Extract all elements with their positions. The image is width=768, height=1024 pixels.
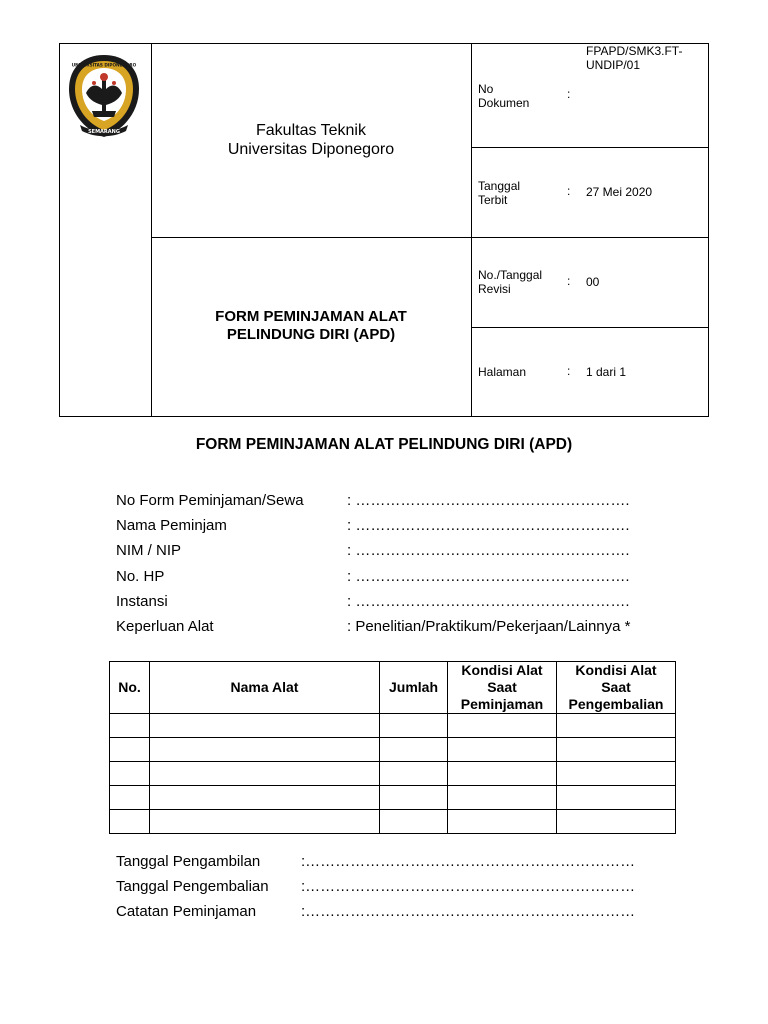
- header-divider: [471, 237, 708, 238]
- table-cell[interactable]: [110, 786, 150, 810]
- table-cell[interactable]: [557, 810, 676, 834]
- header-divider: [151, 44, 152, 416]
- form-title-line: PELINDUNG DIRI (APD): [226, 326, 396, 343]
- form-title-box: [152, 308, 470, 344]
- header-divider: [471, 327, 708, 328]
- faculty-name: [152, 121, 470, 159]
- tanggal-terbit-value: 27 Mei 2020: [586, 185, 653, 199]
- tanggal-terbit-label: Tanggal Terbit: [478, 179, 521, 207]
- table-cell[interactable]: [448, 738, 557, 762]
- field-value: :…………………………………………………………: [301, 903, 636, 920]
- university-line: Universitas Diponegoro: [227, 141, 395, 158]
- col-header-kondisi-pengembalian: Kondisi Alat Saat Pengembalian: [557, 662, 676, 714]
- table-cell[interactable]: [110, 738, 150, 762]
- form-heading: FORM PEMINJAMAN ALAT PELINDUNG DIRI (APD): [195, 436, 573, 453]
- table-cell[interactable]: [448, 714, 557, 738]
- field-value: : Penelitian/Praktikum/Pekerjaan/Lainnya *: [347, 618, 631, 635]
- university-seal-icon: [66, 53, 142, 139]
- field-label: Tanggal Pengambilan: [116, 853, 261, 870]
- table-cell[interactable]: [557, 762, 676, 786]
- form-title-line: FORM PEMINJAMAN ALAT: [215, 308, 407, 325]
- document-header: [59, 43, 709, 417]
- header-divider: [471, 44, 472, 416]
- col-header-no: No.: [110, 662, 150, 714]
- table-cell[interactable]: [380, 714, 448, 738]
- field-value: : ……………………………………………….: [347, 517, 630, 534]
- table-cell[interactable]: [380, 738, 448, 762]
- table-row: [110, 810, 676, 834]
- faculty-line: Fakultas Teknik: [256, 122, 366, 139]
- table-row: [110, 762, 676, 786]
- field-label: NIM / NIP: [116, 542, 182, 559]
- field-value: : ……………………………………………….: [347, 492, 630, 509]
- svg-text:UNIVERSITAS DIPONEGORO: UNIVERSITAS DIPONEGORO: [71, 62, 137, 68]
- table-cell[interactable]: [110, 762, 150, 786]
- colon: :: [567, 87, 571, 101]
- revisi-label: No./Tanggal Revisi: [478, 268, 543, 296]
- header-divider: [151, 237, 471, 238]
- field-value: : ……………………………………………….: [347, 568, 630, 585]
- table-cell[interactable]: [448, 786, 557, 810]
- table-cell[interactable]: [150, 714, 380, 738]
- table-header-row: [110, 662, 676, 714]
- colon: :: [567, 364, 571, 378]
- col-header-kondisi-peminjaman: Kondisi Alat Saat Peminjaman: [448, 662, 557, 714]
- table-cell[interactable]: [150, 762, 380, 786]
- equipment-table: [109, 661, 676, 834]
- field-label: No Form Peminjaman/Sewa: [116, 492, 304, 509]
- field-label: Keperluan Alat: [116, 618, 214, 635]
- table-cell[interactable]: [557, 786, 676, 810]
- halaman-value: 1 dari 1: [586, 365, 627, 379]
- table-cell[interactable]: [110, 810, 150, 834]
- revisi-value: 00: [586, 275, 600, 289]
- field-label: Tanggal Pengembalian: [116, 878, 269, 895]
- field-label: No. HP: [116, 568, 165, 585]
- table-cell[interactable]: [110, 714, 150, 738]
- svg-text:SEMARANG: SEMARANG: [88, 129, 120, 135]
- colon: :: [567, 184, 571, 198]
- table-cell[interactable]: [150, 786, 380, 810]
- field-label: Nama Peminjam: [116, 517, 227, 534]
- table-cell[interactable]: [557, 738, 676, 762]
- table-cell[interactable]: [150, 810, 380, 834]
- table-row: [110, 786, 676, 810]
- table-cell[interactable]: [380, 762, 448, 786]
- halaman-label: Halaman: [478, 365, 527, 379]
- table-row: [110, 714, 676, 738]
- colon: :: [567, 274, 571, 288]
- header-divider: [471, 147, 708, 148]
- field-label: Catatan Peminjaman: [116, 903, 257, 920]
- table-cell[interactable]: [380, 786, 448, 810]
- col-header-nama-alat: Nama Alat: [150, 662, 380, 714]
- table-cell[interactable]: [448, 762, 557, 786]
- table-row: [110, 738, 676, 762]
- field-value: : ……………………………………………….: [347, 542, 630, 559]
- field-label: Instansi: [116, 593, 168, 610]
- table-cell[interactable]: [150, 738, 380, 762]
- table-cell[interactable]: [448, 810, 557, 834]
- no-dokumen-value: FPAPD/SMK3.FT- UNDIP/01: [586, 44, 683, 72]
- no-dokumen-label: No Dokumen: [478, 82, 530, 110]
- table-cell[interactable]: [380, 810, 448, 834]
- field-value: :…………………………………………………………: [301, 853, 636, 870]
- table-cell[interactable]: [557, 714, 676, 738]
- field-value: :…………………………………………………………: [301, 878, 636, 895]
- field-value: : ……………………………………………….: [347, 593, 630, 610]
- col-header-jumlah: Jumlah: [380, 662, 448, 714]
